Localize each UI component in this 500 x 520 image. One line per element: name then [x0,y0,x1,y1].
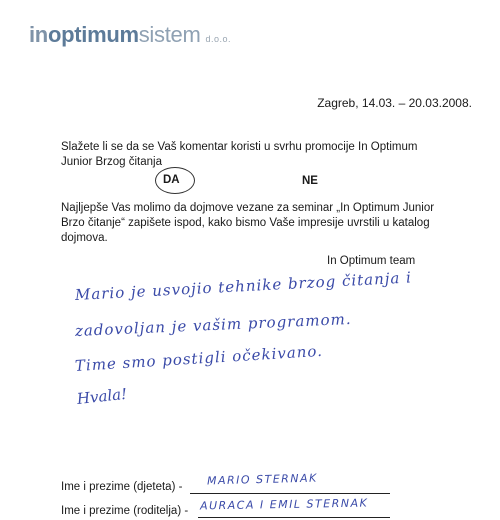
logo-sistem: sistem [138,22,201,47]
team-signature: In Optimum team [327,255,416,267]
handwritten-line-2: zadovoljan je vašim programom. [74,309,352,340]
child-name-value[interactable]: MARIO STERNAK [206,471,318,488]
child-name-label: Ime i prezime (djeteta) - [61,481,183,493]
option-yes[interactable]: DA [163,174,180,186]
logo-suffix: d.o.o. [205,34,232,44]
date-location: Zagreb, 14.03. – 20.03.2008. [317,96,472,110]
parent-name-value[interactable]: AURACA I EMIL STERNAK [199,496,369,513]
consent-question: Slažete li se da se Vaš komentar koristi u svrhu promocije In Optimum Junior Brzog čitanja [61,141,418,168]
option-no[interactable]: NE [302,175,318,187]
logo-optimum: optimum [47,22,139,47]
feedback-request: Najljepše Vas molimo da dojmove vezane za seminar „In Optimum Junior Brzo čitanje“ zapišete ispod, kako bismo Vaše impresije uvrstili u katalog dojmova. [61,202,435,244]
parent-name-label: Ime i prezime (roditelja) - [61,505,189,517]
parent-name-line [198,517,390,518]
handwritten-line-1: Mario je usvojio tehnike brzog čitanja i [74,268,413,304]
logo-in: in [29,22,48,47]
handwritten-line-4: Hvala! [76,384,128,408]
handwritten-line-3: Time smo postigli očekivano. [74,341,324,375]
child-name-line [190,493,390,494]
company-logo [29,22,231,48]
